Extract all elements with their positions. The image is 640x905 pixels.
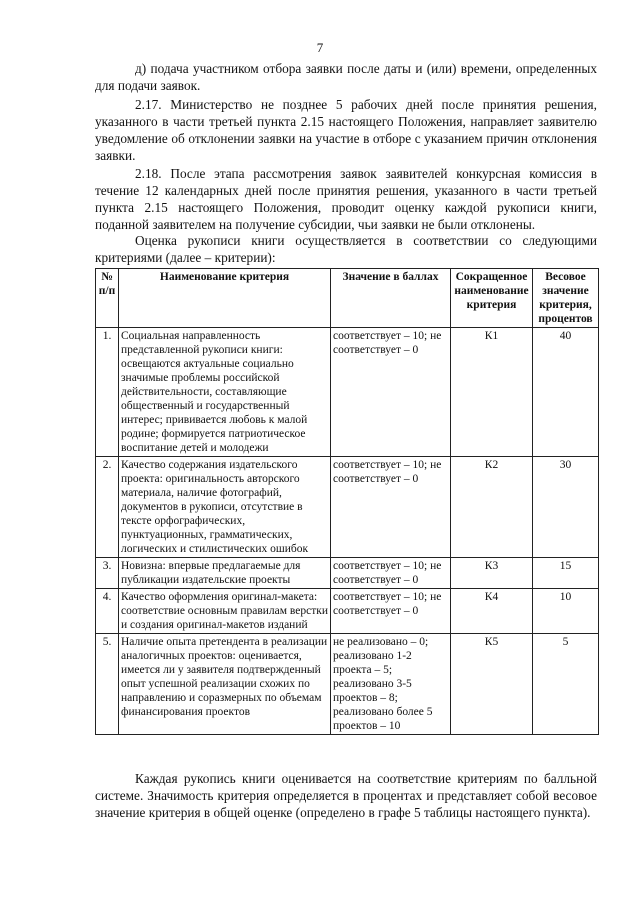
row-criterion: Новизна: впервые предлагаемые для публикации издательские проекты [119,558,331,589]
table-row [96,634,599,735]
row-weight: 10 [533,589,599,634]
row-num: 1. [96,328,119,457]
paragraph-item-d: д) подача участником отбора заявки после даты и (или) времени, определенных для подачи заявок. [95,61,597,93]
row-score: соответствует – 10; не соответствует – 0 [331,589,451,634]
row-criterion: Качество содержания издательского проекта: оригинальность авторского материала, наличие фотографий, документов в рукописи, отсутствие в тексте орфографических, пунктуационных, грамматических, логических и стилистических ошибок [119,457,331,558]
row-criterion: Социальная направленность представленной рукописи книги: освещаются актуальные социально значимые проблемы российской действительности, составляющие общественный и государственный интерес; прививается любовь к малой родине; формируется патриотическое воспитание детей и молодежи [119,328,331,457]
paragraph-2-18: 2.18. После этапа рассмотрения заявок заявителей конкурсная комиссия в течение 12 календарных дней после принятия решения, указанного в части третьей пункта 2.15 настоящего Положения, проводит оценку каждой рукописи книги, поданной заявителем на получение субсидии, чьи заявки не были отклонены. [95,166,597,232]
row-weight: 15 [533,558,599,589]
criteria-table [95,268,599,735]
paragraph-scoring-note: Каждая рукопись книги оценивается на соответствие критериям по балльной системе. Значимость критерия определяется в процентах и представляет собой весовое значение критерия в общей оценке (определено в графе 5 таблицы настоящего пункта). [95,771,597,820]
row-score: соответствует – 10; не соответствует – 0 [331,457,451,558]
row-short-name: К2 [451,457,533,558]
row-criterion: Наличие опыта претендента в реализации аналогичных проектов: оценивается, имеется ли у заявителя подтвержденный опыт успешной реализации схожих по направлению и соразмерных по объемам финансирования проектов [119,634,331,735]
row-num: 5. [96,634,119,735]
table-row [96,457,599,558]
row-weight: 5 [533,634,599,735]
row-criterion: Качество оформления оригинал-макета: соответствие основным правилам верстки и создания оригинал-макетов изданий [119,589,331,634]
row-short-name: К1 [451,328,533,457]
row-num: 4. [96,589,119,634]
page-number: 7 [316,40,324,55]
row-score: соответствует – 10; не соответствует – 0 [331,558,451,589]
row-num: 2. [96,457,119,558]
table-row [96,589,599,634]
row-score: не реализовано – 0; реализовано 1-2 проекта – 5; реализовано 3-5 проектов – 8; реализовано более 5 проектов – 10 [331,634,451,735]
row-short-name: К5 [451,634,533,735]
paragraph-criteria-intro: Оценка рукописи книги осуществляется в соответствии со следующими критериями (далее – критерии): [95,233,597,265]
row-weight: 40 [533,328,599,457]
header-name: Наименование критерия [119,269,331,328]
row-score: соответствует – 10; не соответствует – 0 [331,328,451,457]
header-score: Значение в баллах [331,269,451,328]
header-num: № п/п [96,269,119,328]
header-weight: Весовое значение критерия, процентов [533,269,599,328]
table-row [96,558,599,589]
row-weight: 30 [533,457,599,558]
row-short-name: К4 [451,589,533,634]
header-short-name: Сокращенное наименование критерия [451,269,533,328]
table-header-row [96,269,599,328]
row-num: 3. [96,558,119,589]
table-row [96,328,599,457]
row-short-name: К3 [451,558,533,589]
paragraph-2-17: 2.17. Министерство не позднее 5 рабочих дней после принятия решения, указанного в части третьей пункта 2.15 настоящего Положения, направляет заявителю уведомление об отклонении заявки на участие в отборе с указанием причин отклонения заявки. [95,97,597,163]
